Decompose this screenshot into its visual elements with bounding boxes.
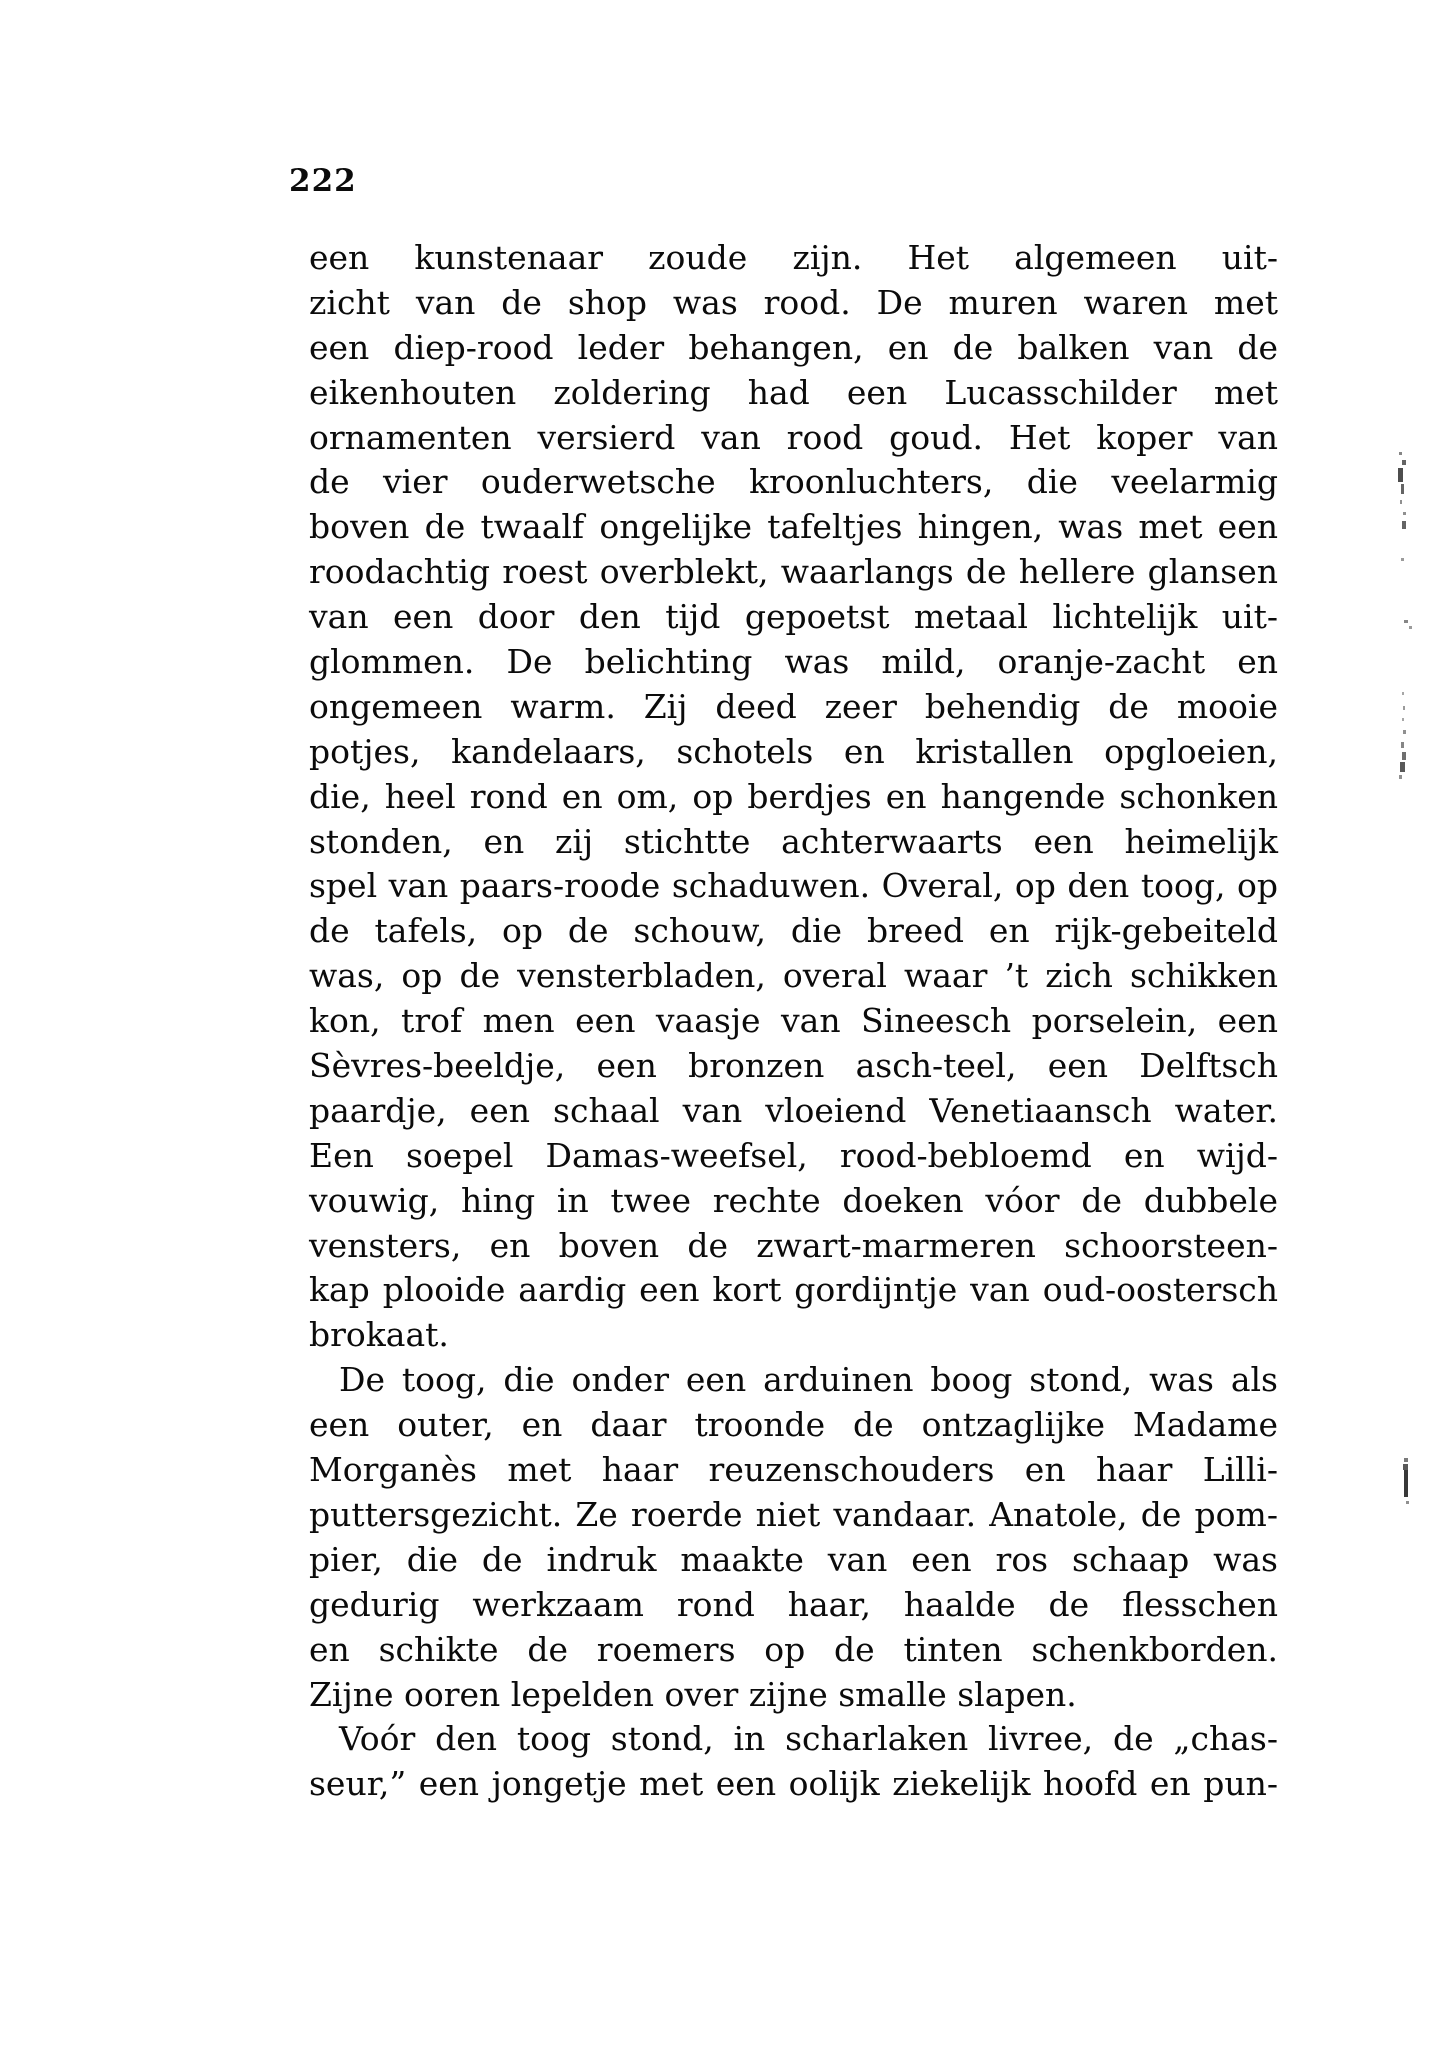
scan-speckle (1403, 706, 1405, 710)
text-line: Sèvres-beeldje, een bronzen asch-teel, een Delftsch (309, 1046, 1278, 1086)
scan-speckle (1400, 762, 1405, 772)
text-line: roodachtig roest overblekt, waarlangs de hellere glansen (309, 552, 1278, 592)
text-line: kap plooide aardig een kort gordijntje van oud-oostersch (309, 1270, 1278, 1310)
text-line: paardje, een schaal van vloeiend Venetiaansch water. (309, 1090, 1278, 1130)
text-line: glommen. De belichting was mild, oranje-zacht en (309, 642, 1278, 682)
scan-speckle (1402, 460, 1406, 465)
text-line: en schikte de roemers op de tinten schenkborden. (309, 1629, 1278, 1669)
text-line: Zijne ooren lepelden over zijne smalle slapen. (309, 1674, 1077, 1714)
text-line: kon, trof men een vaasje van Sineesch porselein, een (309, 1001, 1278, 1041)
text-line: een diep-rood leder behangen, en de balken van de (309, 327, 1278, 367)
scan-speckle (1406, 1501, 1409, 1504)
scan-speckle (1401, 742, 1404, 748)
scan-speckle (1399, 775, 1402, 779)
text-line: ornamenten versierd van rood goud. Het koper van (309, 417, 1278, 457)
text-line: van een door den tijd gepoetst metaal lichtelijk uit- (309, 597, 1278, 637)
text-line: een outer, en daar troonde de ontzaglijke Madame (309, 1405, 1278, 1445)
scan-speckle (1402, 521, 1406, 529)
scan-speckle (1409, 626, 1412, 629)
paragraph (309, 236, 1278, 1358)
scan-speckle (1401, 484, 1404, 494)
scan-speckle (1401, 558, 1404, 561)
paragraph (309, 1717, 1278, 1807)
text-line: zicht van de shop was rood. De muren waren met (309, 282, 1278, 322)
scan-speckle (1404, 620, 1408, 623)
scan-speckle (1402, 692, 1404, 695)
scan-speckle (1399, 452, 1402, 455)
text-line: boven de twaalf ongelijke tafeltjes hingen, was met een (309, 507, 1278, 547)
text-line: vouwig, hing in twee rechte doeken vóor de dubbele (309, 1180, 1278, 1220)
text-line: ongemeen warm. Zij deed zeer behendig de mooie (309, 686, 1278, 726)
text-line: Voór den toog stond, in scharlaken livree, de „chas- (339, 1719, 1278, 1759)
text-line: pier, die de indruk maakte van een ros schaap was (309, 1539, 1278, 1579)
scan-speckle (1400, 500, 1402, 504)
text-line: vensters, en boven de zwart-marmeren schoorsteen- (309, 1225, 1278, 1265)
page-number: 222 (289, 163, 357, 199)
text-line: Een soepel Damas-weefsel, rood-bebloemd en wijd- (309, 1135, 1278, 1175)
scan-speckle (1403, 512, 1406, 515)
text-line: puttersgezicht. Ze roerde niet vandaar. Anatole, de pom- (309, 1494, 1278, 1534)
text-line: potjes, kandelaars, schotels en kristallen opgloeien, (309, 731, 1278, 771)
text-line: was, op de vensterbladen, overal waar ’t zich schikken (309, 956, 1278, 996)
scan-speckle (1404, 1470, 1408, 1497)
scan-speckle (1398, 468, 1403, 482)
scan-speckle (1402, 718, 1404, 721)
body-text (309, 236, 1278, 1807)
text-line: spel van paars-roode schaduwen. Overal, op den toog, op (309, 866, 1278, 906)
scan-speckle (1402, 752, 1406, 760)
scan-speckle (1403, 730, 1406, 734)
scan-speckle (1404, 1458, 1408, 1462)
text-line: eikenhouten zoldering had een Lucasschilder met (309, 372, 1278, 412)
text-line: een kunstenaar zoude zijn. Het algemeen uit- (309, 238, 1278, 277)
text-line: brokaat. (309, 1315, 449, 1355)
text-line: seur,” een jongetje met een oolijk ziekelijk hoofd en pun- (309, 1764, 1278, 1804)
text-line: de vier ouderwetsche kroonluchters, die veelarmig (309, 462, 1278, 502)
text-line: de tafels, op de schouw, die breed en rijk-gebeiteld (309, 911, 1278, 951)
text-line: gedurig werkzaam rond haar, haalde de flesschen (309, 1584, 1278, 1624)
text-line: stonden, en zij stichtte achterwaarts een heimelijk (309, 821, 1278, 861)
paragraph (309, 1358, 1278, 1717)
text-line: De toog, die onder een arduinen boog stond, was als (339, 1360, 1278, 1400)
text-line: die, heel rond en om, op berdjes en hangende schonken (309, 776, 1278, 816)
text-line: Morganès met haar reuzenschouders en haar Lilli- (309, 1450, 1278, 1490)
